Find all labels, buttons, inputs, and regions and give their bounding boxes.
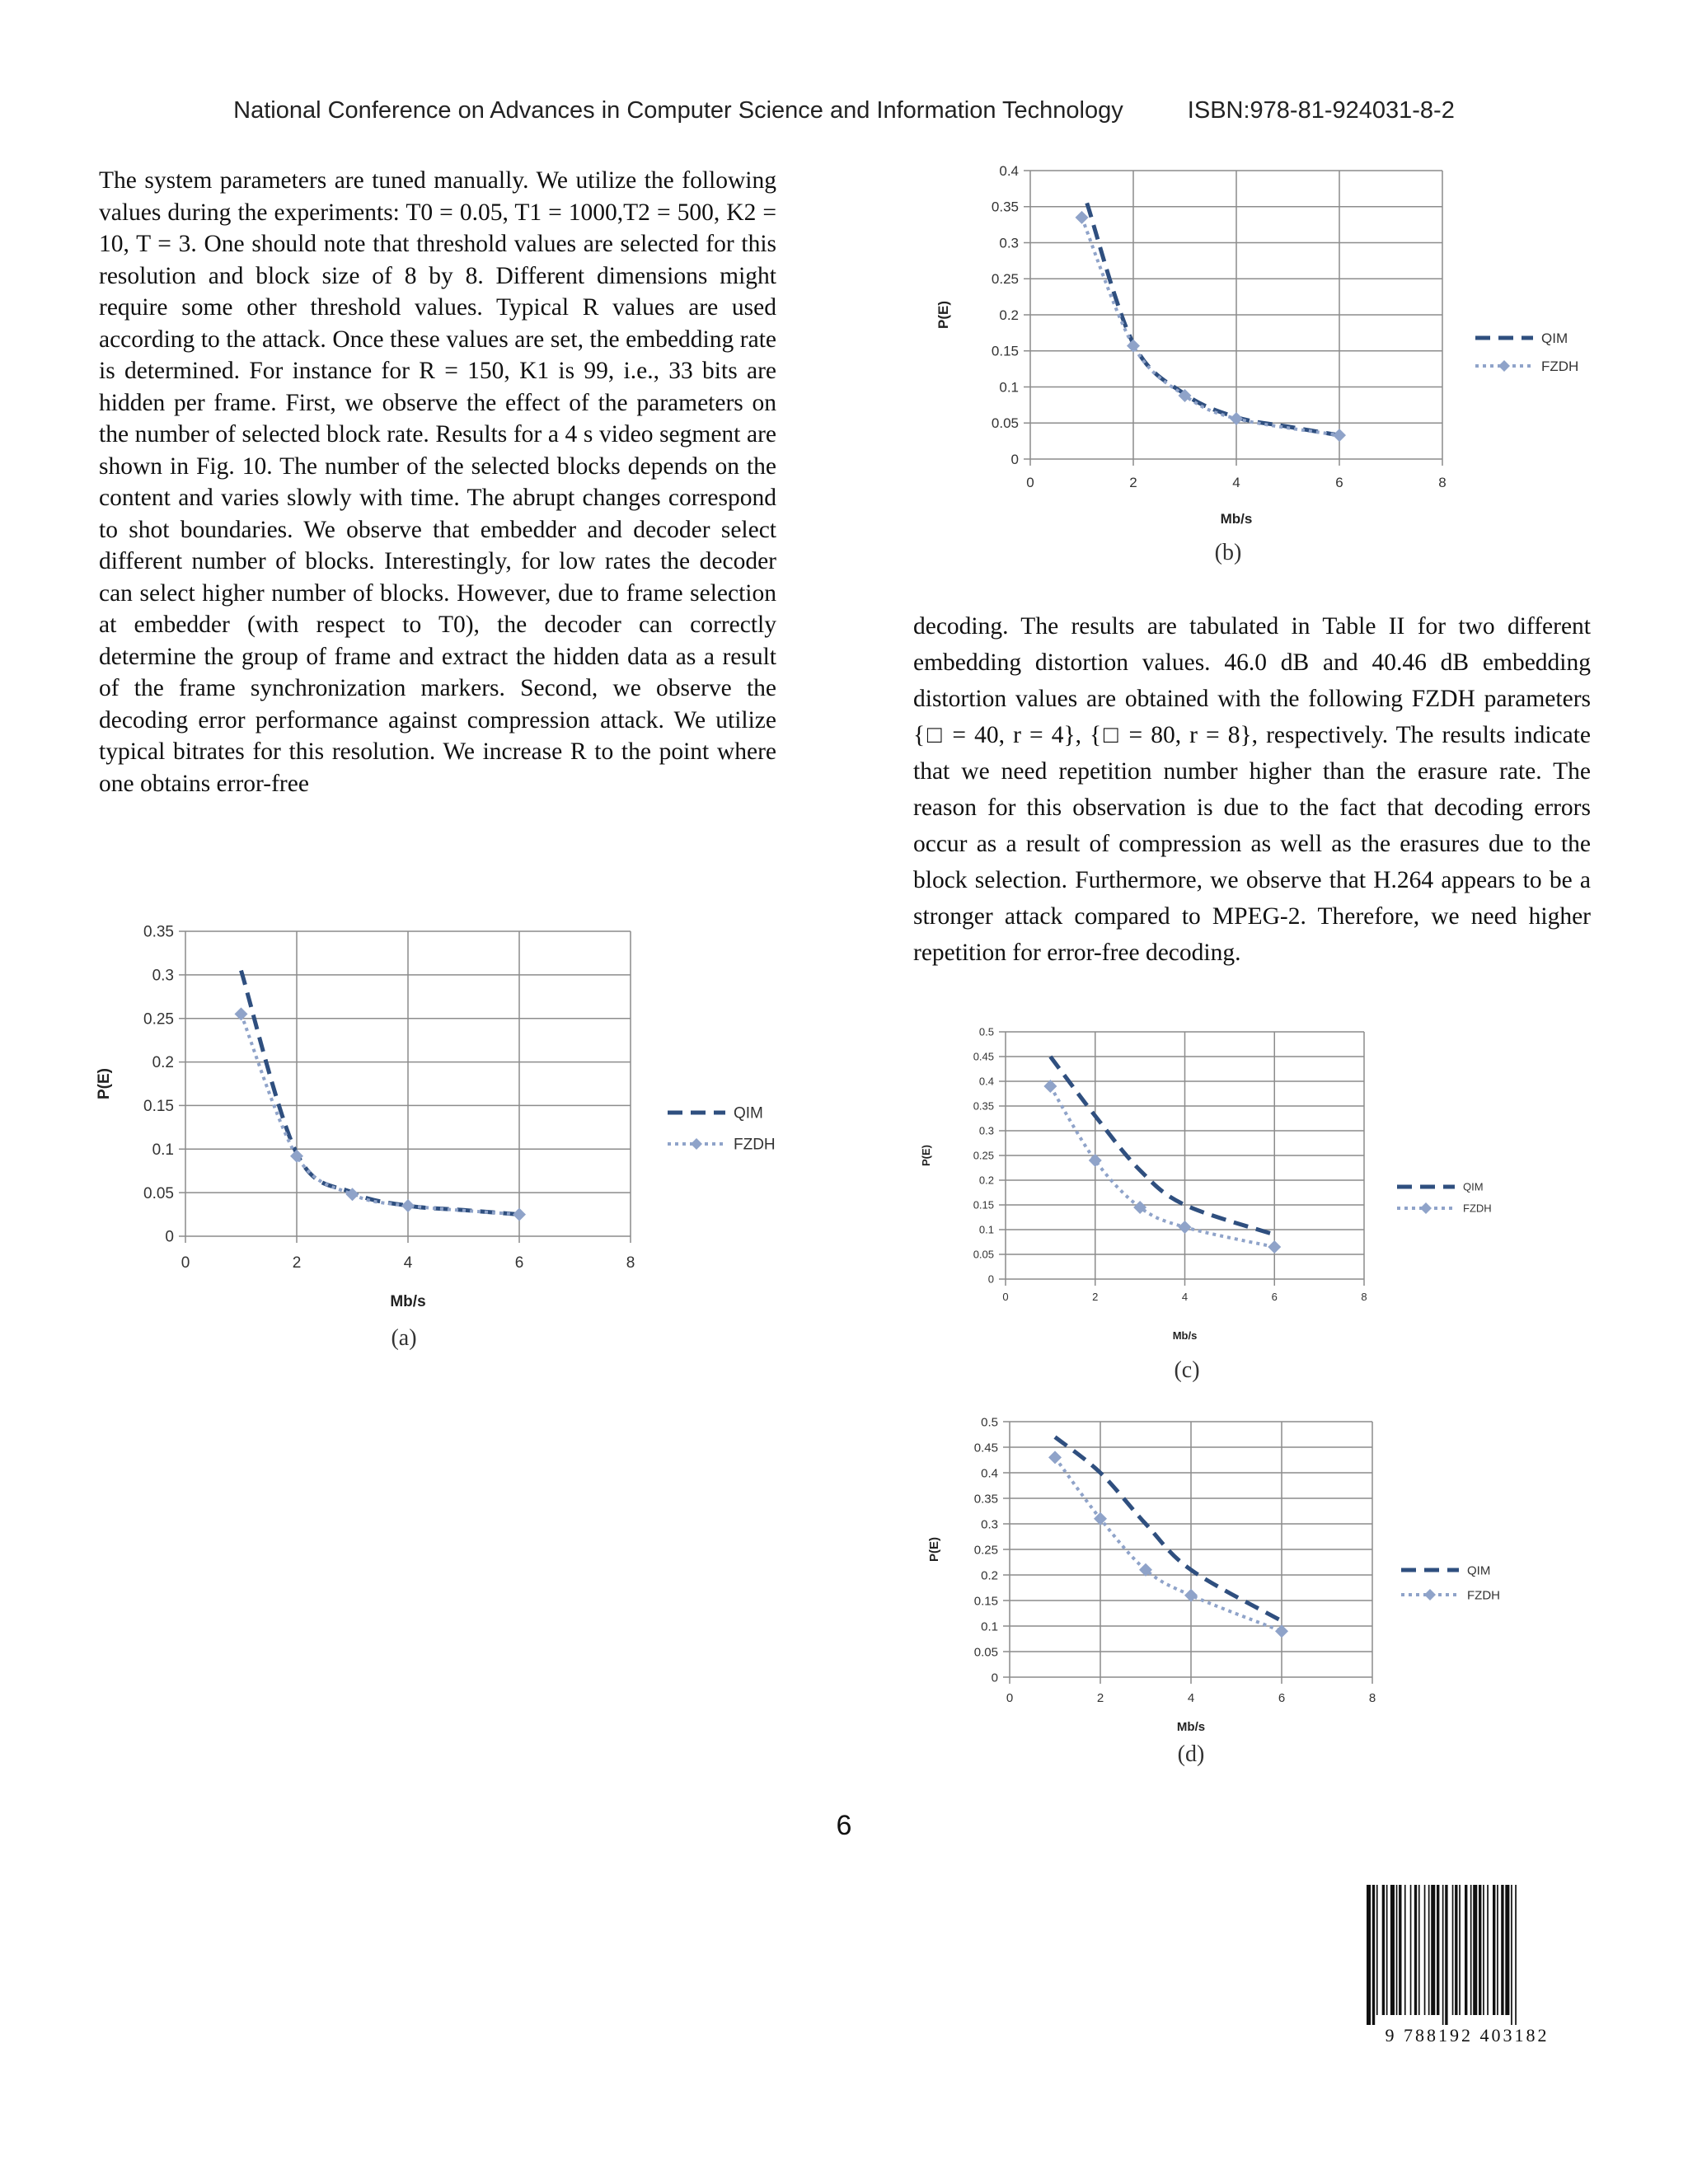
y-tick-label: 0.05 (973, 1248, 994, 1261)
barcode-bar (1459, 1885, 1461, 2015)
y-tick-label: 0.3 (981, 1517, 998, 1532)
legend-label: FZDH (734, 1136, 776, 1154)
caption-c: (c) (1174, 1357, 1200, 1383)
x-tick-label: 0 (181, 1254, 190, 1272)
y-tick-label: 0.35 (973, 1099, 994, 1113)
barcode-bar (1455, 1885, 1457, 2015)
chart-svg (915, 1022, 1591, 1352)
barcode-bar (1501, 1885, 1503, 2015)
figure-d (915, 1409, 1591, 1739)
barcode-bar (1399, 1885, 1401, 2015)
data-point-fzdh (1076, 211, 1089, 224)
conference-title: National Conference on Advances in Computer Science and Information Technology (233, 97, 1123, 124)
x-tick-label: 8 (1361, 1291, 1367, 1303)
y-tick-label: 0.15 (973, 1594, 998, 1609)
y-tick-label: 0.05 (973, 1645, 998, 1660)
y-axis-label: P(E) (96, 1068, 113, 1099)
barcode-bar (1372, 1885, 1375, 2025)
legend-marker (1420, 1202, 1432, 1214)
legend-label: QIM (1541, 330, 1568, 346)
data-point-fzdh (513, 1208, 526, 1221)
barcode-bar (1404, 1885, 1406, 2015)
barcode-bar (1418, 1885, 1420, 2015)
barcode-bar (1452, 1885, 1454, 2015)
y-tick-label: 0.35 (991, 199, 1019, 215)
legend-label: FZDH (1463, 1202, 1492, 1215)
y-tick-label: 0.25 (973, 1543, 998, 1558)
data-point-fzdh (1179, 1221, 1192, 1234)
barcode-bar (1390, 1885, 1395, 2015)
legend-label: FZDH (1541, 358, 1579, 374)
legend-marker (1498, 360, 1510, 372)
y-tick-label: 0 (1010, 451, 1019, 467)
x-tick-label: 4 (403, 1254, 413, 1272)
barcode-bar (1410, 1885, 1412, 2015)
x-axis-label: Mb/s (1220, 511, 1253, 527)
y-tick-label: 0.4 (999, 162, 1019, 179)
chart-svg (915, 1409, 1591, 1739)
y-tick-label: 0.2 (981, 1568, 998, 1583)
legend-label: QIM (1467, 1563, 1491, 1578)
y-tick-label: 0.25 (991, 271, 1019, 288)
y-tick-label: 0.2 (978, 1174, 994, 1187)
x-tick-label: 0 (1026, 475, 1034, 490)
barcode-bar (1396, 1885, 1398, 2015)
series-line-qim (241, 971, 520, 1215)
legend-marker (691, 1138, 702, 1150)
barcode-bar (1465, 1885, 1467, 2015)
data-point-fzdh (401, 1199, 415, 1212)
legend-label: QIM (734, 1104, 763, 1122)
x-tick-label: 4 (1187, 1691, 1195, 1705)
barcode-bar (1479, 1885, 1481, 2015)
y-tick-label: 0.3 (152, 967, 174, 985)
series-line-qim (1055, 1437, 1282, 1621)
y-tick-label: 0.2 (999, 307, 1019, 323)
chart-svg (915, 161, 1591, 540)
y-tick-label: 0.35 (143, 923, 174, 941)
y-tick-label: 0.35 (973, 1492, 998, 1507)
y-tick-label: 0.45 (973, 1050, 994, 1063)
barcode-bar (1376, 1885, 1378, 2015)
y-tick-label: 0.15 (973, 1198, 994, 1212)
x-tick-label: 2 (292, 1254, 302, 1272)
data-point-fzdh (1268, 1240, 1281, 1254)
x-tick-label: 0 (1002, 1291, 1009, 1303)
left-column (99, 165, 776, 799)
barcode-bar (1515, 1885, 1517, 2025)
series-line-fzdh (1082, 218, 1340, 435)
y-tick-label: 0.1 (999, 379, 1019, 396)
page-header (0, 97, 1688, 124)
y-tick-label: 0.15 (991, 343, 1019, 359)
data-point-fzdh (1048, 1451, 1062, 1464)
page-number: 6 (836, 1810, 852, 1841)
y-tick-label: 0.1 (981, 1619, 998, 1634)
barcode-bar (1473, 1885, 1477, 2015)
barcode-bar (1505, 1885, 1509, 2015)
barcode-bar (1382, 1885, 1385, 2015)
y-tick-label: 0.3 (978, 1124, 994, 1137)
barcode-bar (1470, 1885, 1472, 2015)
figure-b (915, 161, 1591, 540)
y-tick-label: 0.45 (973, 1441, 998, 1455)
y-tick-label: 0.05 (991, 415, 1019, 432)
x-tick-label: 2 (1092, 1291, 1099, 1303)
isbn-label: ISBN:978-81-924031-8-2 (1187, 97, 1455, 124)
x-tick-label: 8 (626, 1254, 635, 1272)
barcode-bar (1431, 1885, 1435, 2015)
barcode-digits: 9 788192 403182 (1385, 2025, 1550, 2046)
y-tick-label: 0.15 (143, 1098, 174, 1116)
y-axis-label: P(E) (920, 1145, 932, 1166)
caption-a: (a) (391, 1325, 417, 1351)
y-tick-label: 0.2 (152, 1054, 174, 1072)
y-axis-label: P(E) (935, 301, 951, 329)
y-tick-label: 0.1 (152, 1141, 174, 1159)
y-tick-label: 0.3 (999, 235, 1019, 251)
barcode-bar (1511, 1885, 1512, 2025)
x-tick-label: 8 (1368, 1691, 1376, 1705)
left-paragraph: The system parameters are tuned manually. We utilize the following values during the experiments: T0 = 0.05, T1 = 1000,T2 = 500, K2 = 10, T = 3. One should note that threshold values are selected for this resolution and block size of 8 by 8. Different dimensions might require some other threshold values. Typical R values are used according to the attack. Once these values are set, the embedding rate is determined. For instance for R = 150, K1 is 99, i.e., 33 bits are hidden per frame. First, we observe the effect of the parameters on the number of selected block rate. Results for a 4 s video segment are shown in Fig. 10. The number of the selected blocks depends on the content and varies slowly with time. The abrupt changes correspond to shot boundaries. We observe that embedder and decoder select different number of blocks. Interestingly, for low rates the decoder can select higher number of blocks. However, due to frame selection at embedder (with respect to T0), the decoder can correctly determine the group of frame and extract the hidden data as a result of the frame synchronization markers. Second, we observe the decoding error performance against compression attack. We utilize typical bitrates for this resolution. We increase R to the point where one obtains error-free (99, 167, 776, 797)
y-tick-label: 0 (991, 1671, 998, 1685)
x-tick-label: 4 (1181, 1291, 1189, 1303)
barcode-bar (1386, 1885, 1388, 2015)
y-tick-label: 0.05 (143, 1184, 174, 1202)
barcode-bar (1367, 1885, 1371, 2025)
figure-c (915, 1022, 1591, 1352)
x-tick-label: 4 (1232, 475, 1240, 490)
x-axis-label: Mb/s (1176, 1720, 1206, 1734)
caption-b: (b) (1214, 540, 1242, 565)
x-tick-label: 2 (1096, 1691, 1104, 1705)
x-axis-label: Mb/s (1172, 1329, 1198, 1342)
x-tick-label: 8 (1438, 475, 1447, 490)
data-point-fzdh (290, 1150, 303, 1163)
barcode-bar (1424, 1885, 1426, 2015)
barcode-bar (1414, 1885, 1417, 2015)
barcode-bar (1445, 1885, 1447, 2025)
caption-d: (d) (1177, 1741, 1205, 1767)
barcode-bar (1493, 1885, 1495, 2015)
barcode-bar (1497, 1885, 1498, 2015)
x-tick-label: 6 (514, 1254, 524, 1272)
x-tick-label: 6 (1278, 1691, 1286, 1705)
y-tick-label: 0.5 (981, 1415, 998, 1430)
y-tick-label: 0 (987, 1272, 994, 1286)
y-tick-label: 0.4 (981, 1466, 998, 1481)
x-axis-label: Mb/s (390, 1293, 426, 1310)
right-paragraph: decoding. The results are tabulated in Table II for two different embedding distortion values. 46.0 dB and 40.46 dB embedding distortion values are obtained with the following FZDH parameters {□ = 40, r = 4}, {□ = 80, r = 8}, respectively. The results indicate that we need repetition number higher than the erasure rate. The reason for this observation is due to the fact that decoding errors occur as a result of compression as well as the erasures due to the block selection. Furthermore, we observe that H.264 appears to be a stronger attack compared to MPEG-2. Therefore, we need higher repetition for error-free decoding. (913, 613, 1591, 966)
y-tick-label: 0.1 (978, 1223, 994, 1236)
barcode-bar (1487, 1885, 1489, 2015)
data-point-fzdh (1333, 429, 1346, 442)
isbn-barcode (1360, 1883, 1574, 2048)
y-tick-label: 0.25 (973, 1149, 994, 1162)
x-tick-label: 6 (1271, 1291, 1278, 1303)
chart-svg (91, 915, 776, 1327)
y-tick-label: 0.5 (978, 1025, 994, 1038)
y-tick-label: 0 (165, 1228, 174, 1246)
barcode-graphic (1360, 1883, 1574, 2048)
x-tick-label: 2 (1129, 475, 1137, 490)
y-axis-label: P(E) (927, 1537, 941, 1562)
x-tick-label: 0 (1006, 1691, 1014, 1705)
x-tick-label: 6 (1335, 475, 1343, 490)
right-column (913, 608, 1591, 971)
legend-label: QIM (1463, 1180, 1484, 1193)
barcode-bar (1437, 1885, 1439, 2015)
y-tick-label: 0.25 (143, 1010, 174, 1029)
barcode-bar (1428, 1885, 1430, 2015)
barcode-bar (1483, 1885, 1484, 2015)
series-line-qim (1087, 203, 1339, 435)
y-tick-label: 0.4 (978, 1075, 994, 1088)
barcode-bar (1442, 1885, 1444, 2025)
figure-a (91, 915, 776, 1327)
legend-marker (1424, 1589, 1436, 1601)
legend-label: FZDH (1467, 1588, 1500, 1603)
